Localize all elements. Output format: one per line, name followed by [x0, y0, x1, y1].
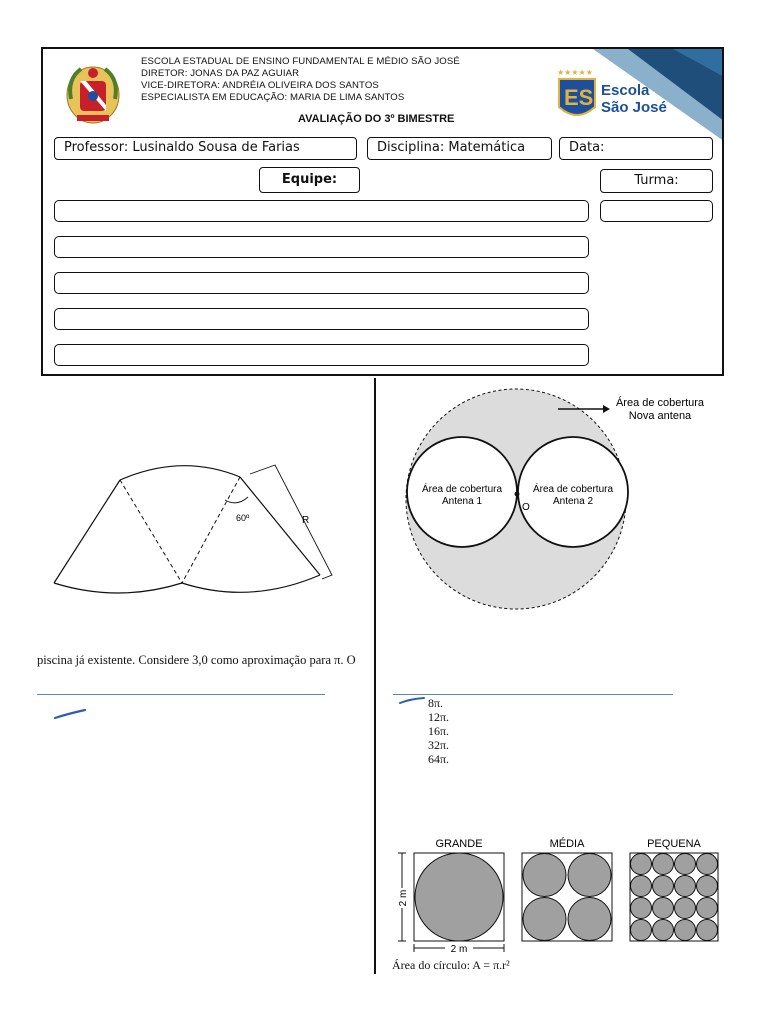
pequena-label: PEQUENA: [647, 838, 701, 850]
angle-label: 60º: [236, 513, 250, 523]
team-field[interactable]: Equipe:: [259, 167, 360, 193]
logo-line1: Escola: [601, 82, 650, 99]
class-field[interactable]: Turma:: [600, 169, 713, 193]
antenna2-label-1: Área de cobertura: [532, 484, 614, 495]
circle-area-formula: Área do círculo: A = π.r²: [392, 958, 510, 972]
specialist-line: ESPECIALISTA EM EDUCAÇÃO: MARIA DE LIMA SANTOS: [141, 92, 405, 103]
logo-stars: ★★★★★: [557, 68, 593, 77]
media-label: MÉDIA: [549, 838, 585, 850]
pen-mark-icon: [52, 706, 92, 722]
new-antenna-label-2: Nova antena: [628, 410, 692, 422]
option-16pi[interactable]: 16π.: [428, 724, 450, 738]
antenna1-label-2: Antena 1: [441, 496, 483, 507]
logo-line2: São José: [601, 99, 667, 116]
answer-options: [428, 696, 449, 766]
director-line: DIRETOR: JONAS DA PAZ AGUIAR: [141, 68, 300, 79]
tanks-figure: [390, 834, 730, 960]
center-o-label: O: [522, 502, 530, 513]
class-input-box[interactable]: [600, 200, 713, 222]
team-member-line-4[interactable]: [54, 308, 589, 330]
radius-label: R: [302, 515, 310, 526]
option-32pi[interactable]: 32π.: [428, 738, 450, 752]
new-antenna-label-1: Área de cobertura: [615, 397, 705, 409]
option-12pi[interactable]: 12π.: [428, 710, 450, 724]
pen-mark-icon: [398, 694, 428, 708]
antenna1-label-1: Área de cobertura: [421, 484, 503, 495]
right-separator: [393, 694, 673, 695]
team-member-line-1[interactable]: [54, 200, 589, 222]
column-divider: [374, 378, 376, 974]
svg-text:ES: ES: [564, 85, 594, 110]
team-member-line-2[interactable]: [54, 236, 589, 258]
team-member-line-5[interactable]: [54, 344, 589, 366]
sector-figure: [40, 455, 350, 615]
state-emblem-icon: [63, 59, 123, 129]
height-label: 2 m: [398, 889, 409, 907]
question-text-line: piscina já existente. Considere 3,0 como aproximação para π. O: [37, 653, 356, 667]
grande-label: GRANDE: [435, 838, 483, 850]
option-64pi[interactable]: 64π.: [428, 752, 450, 766]
date-field[interactable]: Data:: [559, 137, 713, 160]
header-box: [41, 47, 724, 376]
evaluation-title: AVALIAÇÃO DO 3º BIMESTRE: [298, 113, 455, 125]
team-member-line-3[interactable]: [54, 272, 589, 294]
discipline-field[interactable]: Disciplina: Matemática: [367, 137, 552, 160]
antenna-figure: [398, 384, 710, 612]
antenna2-label-2: Antena 2: [552, 496, 594, 507]
vice-director-line: VICE-DIRETORA: ANDRÉIA OLIVEIRA DOS SANTOS: [141, 80, 379, 91]
professor-field[interactable]: Professor: Lusinaldo Sousa de Farias: [54, 137, 357, 160]
school-name: ESCOLA ESTADUAL DE ENSINO FUNDAMENTAL E MÉDIO SÃO JOSÉ: [141, 56, 460, 67]
school-logo-icon: [553, 67, 693, 127]
width-label: 2 m: [450, 944, 468, 955]
option-8pi[interactable]: 8π.: [428, 696, 444, 710]
left-separator: [37, 694, 325, 695]
